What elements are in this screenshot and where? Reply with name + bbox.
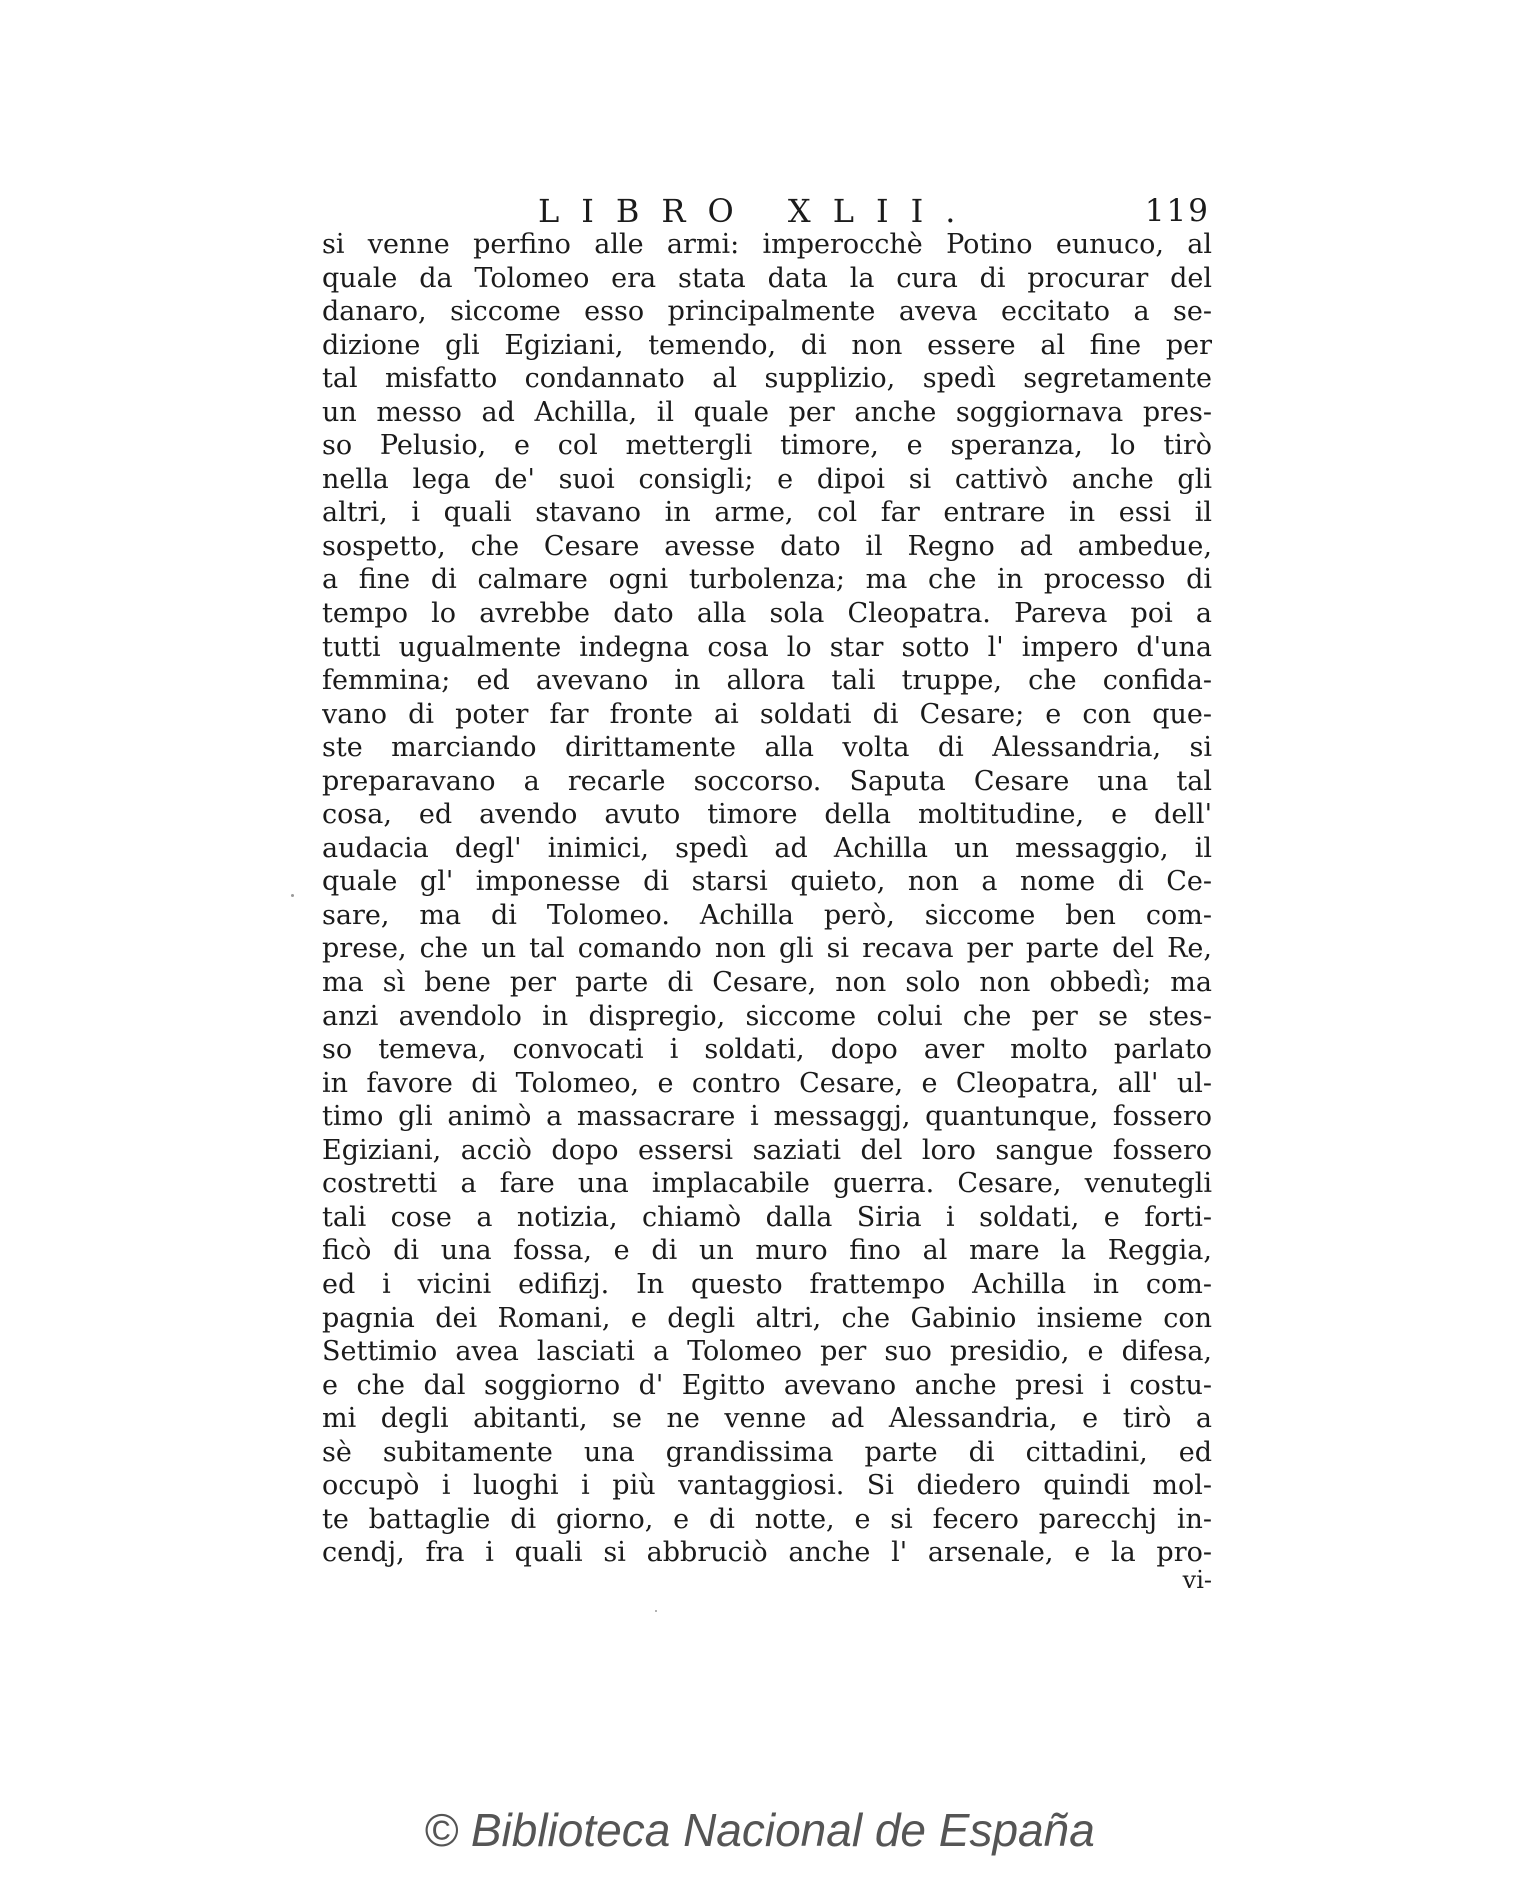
text-line: quale gl' imponesse di starsi quieto, non a nome di Ce- — [322, 866, 1212, 898]
ink-speck — [655, 1610, 657, 1612]
text-line: sè subitamente una grandissima parte di cittadini, ed — [322, 1436, 1212, 1468]
ink-speck — [291, 894, 294, 897]
text-line: so temeva, convocati i soldati, dopo aver molto parlato — [322, 1034, 1212, 1066]
text-line: tutti ugualmente indegna cosa lo star sotto l' impero d'una — [322, 631, 1212, 663]
text-line: vano di poter far fronte ai soldati di Cesare; e con que- — [322, 698, 1212, 730]
text-line: cosa, ed avendo avuto timore della moltitudine, e dell' — [322, 799, 1212, 831]
text-line: in favore di Tolomeo, e contro Cesare, e Cleopatra, all' ul- — [322, 1067, 1212, 1099]
text-line: timo gli animò a massacrare i messaggj, quantunque, fossero — [322, 1101, 1212, 1133]
running-title: LIBRO XLII. — [538, 192, 978, 230]
text-line: cendj, fra i quali si abbruciò anche l' arsenale, e la pro- — [322, 1537, 1212, 1569]
text-line: e che dal soggiorno d' Egitto avevano anche presi i costu- — [322, 1369, 1212, 1401]
text-line: preparavano a recarle soccorso. Saputa Cesare una tal — [322, 765, 1212, 797]
library-watermark: © Biblioteca Nacional de España — [424, 1804, 1095, 1856]
text-line: altri, i quali stavano in arme, col far entrare in essi il — [322, 497, 1212, 529]
text-line: ma sì bene per parte di Cesare, non solo non obbedì; ma — [322, 967, 1212, 999]
text-line: te battaglie di giorno, e di notte, e si fecero parecchj in- — [322, 1503, 1212, 1535]
text-line: nella lega de' suoi consigli; e dipoi si cattivò anche gli — [322, 463, 1212, 495]
text-line: tal misfatto condannato al supplizio, spedì segretamente — [322, 363, 1212, 395]
text-line: si venne perfino alle armi: imperocchè Potino eunuco, al — [322, 229, 1212, 260]
text-line: ed i vicini edifizj. In questo frattempo Achilla in com- — [322, 1268, 1212, 1300]
text-line: sare, ma di Tolomeo. Achilla però, siccome ben com- — [322, 899, 1212, 931]
text-line: sospetto, che Cesare avesse dato il Regno ad ambedue, — [322, 530, 1212, 562]
text-line: dizione gli Egiziani, temendo, di non essere al fine per — [322, 329, 1212, 361]
text-line: tempo lo avrebbe dato alla sola Cleopatra. Pareva poi a — [322, 598, 1212, 630]
text-line: Egiziani, acciò dopo essersi saziati del loro sangue fossero — [322, 1134, 1212, 1166]
text-line: so Pelusio, e col mettergli timore, e speranza, lo tirò — [322, 430, 1212, 462]
text-line: danaro, siccome esso principalmente aveva eccitato a se- — [322, 296, 1212, 328]
body-text — [322, 228, 1212, 1570]
text-line: ste marciando dirittamente alla volta di Alessandria, si — [322, 732, 1212, 764]
text-line: Settimio avea lasciati a Tolomeo per suo presidio, e difesa, — [322, 1336, 1212, 1368]
text-line: ficò di una fossa, e di un muro fino al mare la Reggia, — [322, 1235, 1212, 1267]
text-line: pagnia dei Romani, e degli altri, che Gabinio insieme con — [322, 1302, 1212, 1334]
text-line: anzi avendolo in dispregio, siccome colui che per se stes- — [322, 1000, 1212, 1032]
catchword: vi- — [1182, 1566, 1212, 1594]
text-line: occupò i luoghi i più vantaggiosi. Si diedero quindi mol- — [322, 1470, 1212, 1502]
page-number: 119 — [1144, 193, 1210, 229]
text-line: quale da Tolomeo era stata data la cura di procurar del — [322, 262, 1212, 294]
text-line: un messo ad Achilla, il quale per anche soggiornava pres- — [322, 396, 1212, 428]
text-line: a fine di calmare ogni turbolenza; ma che in processo di — [322, 564, 1212, 596]
text-line: prese, che un tal comando non gli si recava per parte del Re, — [322, 933, 1212, 965]
text-line: tali cose a notizia, chiamò dalla Siria i soldati, e forti- — [322, 1201, 1212, 1233]
text-line: femmina; ed avevano in allora tali truppe, che confida- — [322, 665, 1212, 697]
text-line: audacia degl' inimici, spedì ad Achilla un messaggio, il — [322, 832, 1212, 864]
text-line: costretti a fare una implacabile guerra. Cesare, venutegli — [322, 1168, 1212, 1200]
text-line: mi degli abitanti, se ne venne ad Alessandria, e tirò a — [322, 1403, 1212, 1435]
